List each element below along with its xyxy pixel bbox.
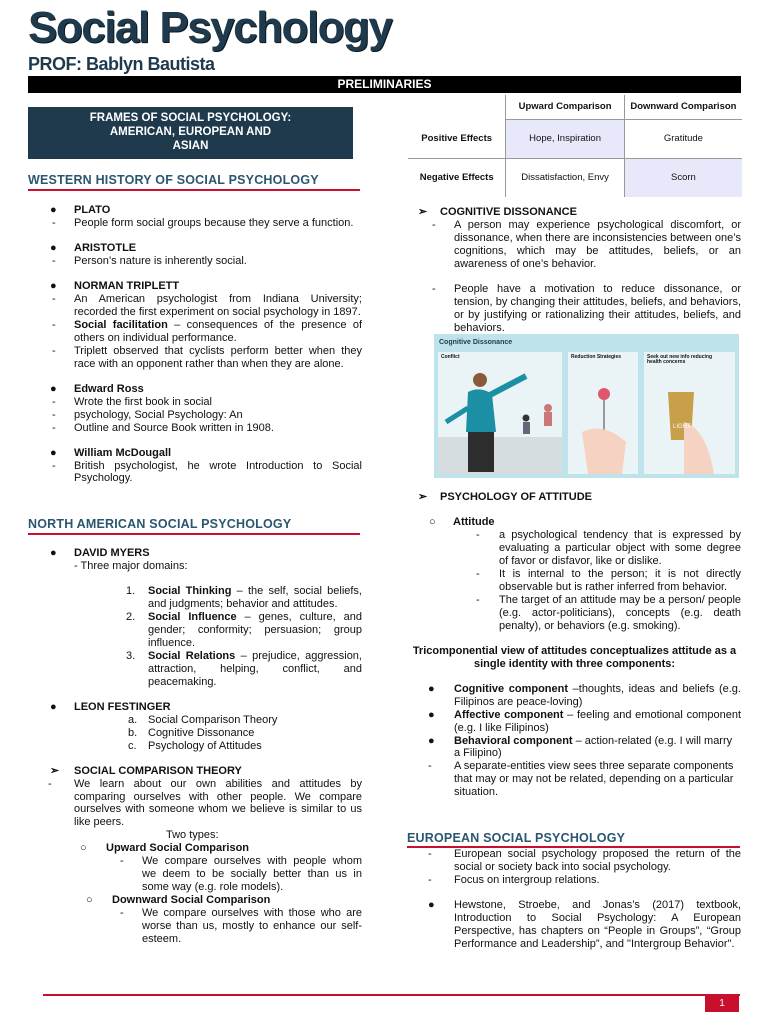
triplett-text-2: – consequences of the presence of others on individual performance.	[74, 318, 362, 344]
ross-name: Edward Ross	[74, 382, 144, 395]
panel-conflict	[438, 352, 562, 474]
myers-subtitle: - Three major domains:	[74, 559, 188, 572]
festinger-c: Psychology of Attitudes	[148, 739, 262, 752]
cell-negative-downward: Scorn	[624, 159, 742, 198]
arrow-bullet-icon: ➢	[418, 206, 428, 218]
footer-rule	[43, 994, 740, 996]
triplett-text-3: Triplett observed that cyclists perform better when they race with an opponent rather than when they are alone.	[74, 344, 362, 370]
affective-text: – feeling and emotional component (e.g. I like Filipinos)	[454, 708, 741, 734]
ross-text-1: Wrote the first book in social	[74, 395, 212, 408]
document-title: Social Psychology	[28, 3, 392, 52]
bullet-icon: ●	[50, 382, 57, 395]
bullet-icon: ●	[428, 898, 435, 911]
bullet-icon: ●	[428, 682, 435, 695]
behavioral-text: – action-related (e.g. I will marry a Filipino)	[454, 734, 733, 760]
cognitive-dissonance-illustration	[434, 334, 739, 478]
dissonance-text-2: People have a motivation to reduce dissonance, or tension, by changing their attitudes, beliefs, and behaviors, or by justifying or rationalizing their attitudes, beliefs, and behaviors.	[454, 282, 741, 334]
aristotle-text: Person’s nature is inherently social.	[74, 254, 247, 267]
illustration-title: Cognitive Dissonance	[439, 339, 513, 346]
page-number: 1	[705, 996, 739, 1012]
domain-2-term: Social Influence	[148, 610, 237, 623]
bullet-icon: ●	[50, 700, 57, 713]
domain-1-term: Social Thinking	[148, 584, 232, 597]
cell-positive-upward: Hope, Inspiration	[506, 120, 625, 159]
western-section: ● PLATO - People form social groups because they serve a function. ● ARISTOTLE - Person’s nature is inherently social. ● NORMAN TRIPLETT - An American psychologist from Indiana University; recorded the first experiment on social psychology in 1897. - Social facilitation – consequences of the presence of others on individual performance. - Triplett observed that cyclists perform better when they race with an opponent rather than when they are alone. ● Edward Ross - Wrote the first book in social - psychology, Social Psychology: An - Outline and Source Book written in 1908. ● William McDougall - British psychologist, he wrote Introduction to Social Psychology.	[50, 204, 362, 485]
european-text-2: Focus on intergroup relations.	[454, 873, 600, 886]
north-american-section: ● DAVID MYERS - Three major domains: 1. Social Thinking – the self, social beliefs, and judgments; behavior and attitudes. 2. Social Influence – genes, culture, and gender; conformity; persuasion; group influence. 3. Social Relations – prejudice, aggression, attraction, helping, conflict, and peacemaking. ● LEON FESTINGER a. Social Comparison Theory b. Cognitive Dissonance c. Psychology of Attitudes ➢ SOCIAL COMPARISON THEORY - We learn about our own abilities and attitudes by comparing ourselves with other people. We compare ourselves with someone whom we believe is similar to us like peers. Two types: ○ Upward Social Comparison - We compare ourselves with people whom we deem to be socially better than us in some way (e.g. role models). ○ Downward Social Comparison - We compare ourselves with those who are worse than us, mostly to enhance our self-esteem.	[28, 547, 362, 946]
plato-text: People form social groups because they serve a function.	[74, 216, 354, 229]
row-label-positive: Positive Effects	[408, 120, 506, 159]
domain-3-text: – prejudice, aggression, attraction, helping, conflict, and peacemaking.	[148, 649, 362, 688]
circle-bullet-icon: ○	[86, 894, 93, 907]
frames-line-1: FRAMES OF SOCIAL PSYCHOLOGY:	[89, 112, 292, 125]
ross-text-2: psychology, Social Psychology: An	[74, 408, 243, 421]
attitude-text-2: It is internal to the person; it is not directly observable but is rather inferred from behavior.	[499, 567, 741, 593]
festinger-a: Social Comparison Theory	[148, 713, 278, 726]
plato-name: PLATO	[74, 204, 111, 216]
person-illustration-icon	[438, 352, 562, 474]
attitude-heading: PSYCHOLOGY OF ATTITUDE	[440, 491, 592, 503]
triplett-name: NORMAN TRIPLETT	[74, 279, 180, 292]
circle-bullet-icon: ○	[429, 515, 436, 528]
frames-line-2: AMERICAN, EUROPEAN AND	[109, 126, 272, 139]
cup-label: LIGHT	[673, 424, 691, 430]
frames-box	[28, 107, 353, 159]
frames-line-3: ASIAN	[172, 139, 209, 152]
ross-text-3: Outline and Source Book written in 1908.	[74, 421, 274, 434]
western-underline	[28, 189, 360, 191]
attitude-text-1: a psychological tendency that is expressed by evaluating a particular object with some degree of favor or disfavor, like or dislike.	[499, 528, 741, 567]
european-section: - European social psychology proposed the return of the social or society back into social psychology. - Focus on intergroup relations. ● Hewstone, Stroebe, and Jonas’s (2017) textbook, Introduction to Social Psychology: A European Perspective, has chapters on “People in Groups”, “Group Performance and Leadership”, and "Intergroup Behavior".	[428, 848, 741, 950]
bullet-icon: ●	[50, 547, 57, 559]
upward-text: We compare ourselves with people whom we deem to be socially better than us in some way (e.g. role models).	[142, 855, 362, 894]
european-text-3: Hewstone, Stroebe, and Jonas’s (2017) textbook, Introduction to Social Psychology: A European Perspective, has chapters on “People in Groups”, “Group Performance and Leadership”, and "Intergroup Behavior".	[454, 898, 741, 950]
panel-conflict-label: Conflict	[441, 354, 460, 360]
european-heading: EUROPEAN SOCIAL PSYCHOLOGY	[407, 831, 626, 845]
circle-bullet-icon: ○	[80, 842, 87, 855]
col-downward: Downward Comparison	[624, 95, 742, 120]
attitude-term: Attitude	[453, 515, 495, 528]
bullet-icon: ●	[428, 734, 435, 747]
sct-text: We learn about our own abilities and attitudes by comparing ourselves with other people. We compare ourselves with someone whom we believe is similar to us like peers.	[74, 777, 362, 829]
bullet-icon: ●	[428, 708, 435, 721]
domain-1-text: – the self, social beliefs, and judgments; behavior and attitudes.	[148, 584, 362, 610]
affective-term: Affective component	[454, 708, 564, 721]
behavioral-term: Behavioral component	[454, 734, 573, 747]
domain-2-text: – genes, culture, and gender; conformity; persuasion; group influence.	[148, 610, 362, 649]
downward-text: We compare ourselves with those who are worse than us, mostly to enhance our self-esteem.	[142, 907, 362, 946]
panel-reduction-label: Reduction Strategies	[571, 354, 622, 360]
cell-positive-downward: Gratitude	[624, 120, 742, 159]
downward-heading: Downward Social Comparison	[112, 894, 271, 907]
row-label-negative: Negative Effects	[419, 172, 494, 184]
north-american-underline	[28, 533, 360, 535]
col-upward: Upward Comparison	[506, 95, 625, 120]
preliminaries-banner: PRELIMINARIES	[28, 76, 741, 93]
comparison-table	[408, 95, 742, 197]
festinger-name: LEON FESTINGER	[74, 700, 171, 713]
panel-new-info	[644, 352, 735, 474]
european-text-1: European social psychology proposed the return of the social or society back into social psychology.	[454, 848, 741, 873]
tricomponential-statement: Tricomponential view of attitudes conceptualizes attitude as a single identity with three components:	[412, 644, 737, 670]
panel-reduction	[568, 352, 638, 474]
bullet-icon: ●	[50, 241, 57, 254]
panel-new-info-label: Seek out new info reducing health concerns	[647, 354, 713, 365]
two-types-label: Two types:	[166, 829, 219, 842]
attitude-text-3: The target of an attitude may be a person/ people (e.g. actor-politicians), concepts (e.g. death penalty), or behaviors (e.g. smoking).	[499, 593, 741, 632]
cup-icon	[644, 352, 735, 474]
bullet-icon: ●	[50, 204, 57, 216]
festinger-b: Cognitive Dissonance	[148, 726, 255, 739]
bullet-icon: ●	[50, 446, 57, 459]
north-american-heading: NORTH AMERICAN SOCIAL PSYCHOLOGY	[28, 517, 292, 531]
dissonance-text-1: A person may experience psychological discomfort, or dissonance, when there are inconsistencies between one’s cognitions, which may be attitudes, beliefs, or an awareness of one’s behavior.	[454, 218, 741, 270]
mcdougall-text: British psychologist, he wrote Introduction to Social Psychology.	[74, 459, 362, 485]
triplett-text-1: An American psychologist from Indiana University; recorded the first experiment on social psychology in 1897.	[74, 292, 362, 318]
mcdougall-name: William McDougall	[74, 446, 172, 459]
sct-heading: SOCIAL COMPARISON THEORY	[74, 764, 242, 777]
dissonance-heading: COGNITIVE DISSONANCE	[440, 206, 577, 218]
upward-heading: Upward Social Comparison	[106, 842, 250, 855]
western-heading: WESTERN HISTORY OF SOCIAL PSYCHOLOGY	[28, 173, 319, 187]
myers-name: DAVID MYERS	[74, 547, 150, 559]
arrow-bullet-icon: ➢	[50, 764, 60, 777]
domain-3-term: Social Relations	[148, 649, 236, 662]
professor-name: PROF: Bablyn Bautista	[28, 54, 215, 74]
attitude-section: ➢ PSYCHOLOGY OF ATTITUDE ○ Attitude - a psychological tendency that is expressed by evaluating a particular object with some degree of favor or disfavor, like or dislike. - It is internal to the person; it is not directly observable but is rather inferred from behavior. - The target of an attitude may be a person/ people (e.g. actor-politicians), concepts (e.g. death penalty), or behaviors (e.g. smoking). Tricomponential view of attitudes conceptualizes attitude as a single identity with three components: ● Cognitive component –thoughts, ideas and beliefs (e.g. Filipinos are peace-loving) ● Affective component – feeling and emotional component (e.g. I like Filipinos) ● Behavioral component – action-related (e.g. I will marry a Filipino) - A separate-entities view sees three separate components that may or may not be related, depending on a particular situation.	[408, 491, 741, 799]
social-facilitation-term: Social facilitation	[74, 318, 168, 331]
separate-entities-text: A separate-entities view sees three separate components that may or may not be related, depending on a particular situation.	[454, 760, 734, 799]
dissonance-section: ➢ COGNITIVE DISSONANCE - A person may experience psychological discomfort, or dissonance, when there are inconsistencies between one’s cognitions, which may be attitudes, beliefs, or an awareness of one’s behavior. - People have a motivation to reduce dissonance, or tension, by changing their attitudes, beliefs, and behaviors, or by justifying or rationalizing their attitudes, beliefs, and behaviors.	[418, 206, 741, 334]
aristotle-name: ARISTOTLE	[74, 241, 137, 254]
lollipop-icon	[568, 352, 638, 474]
bullet-icon: ●	[50, 279, 57, 292]
arrow-bullet-icon: ➢	[418, 491, 428, 503]
cognitive-text: –thoughts, ideas and beliefs (e.g. Filipinos are peace-loving)	[454, 682, 741, 708]
cell-negative-upward: Dissatisfaction, Envy	[506, 159, 625, 198]
cognitive-term: Cognitive component	[454, 682, 569, 695]
